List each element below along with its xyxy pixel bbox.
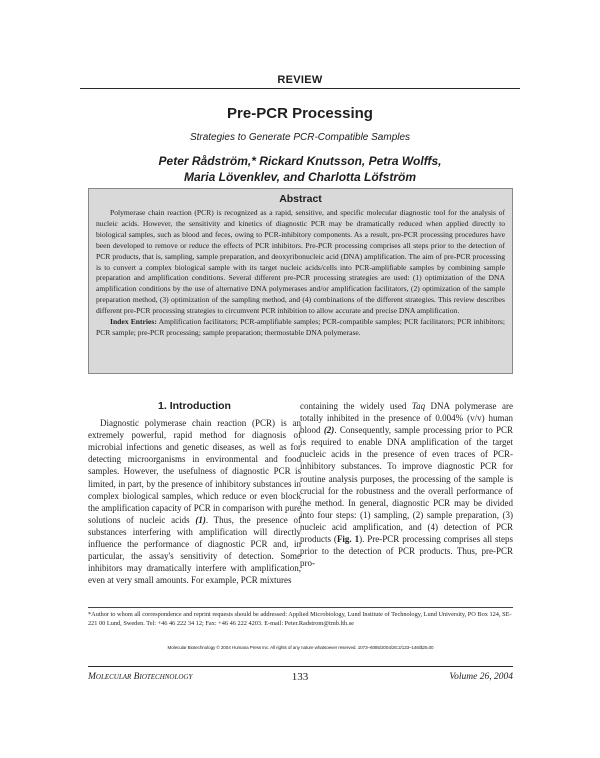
intro-paragraph-continued <box>300 400 513 569</box>
journal-name <box>88 672 192 682</box>
correspondence-footnote: *Author to whom all correspondence and reprint requests should be addressed: Applied Microbiology, Lund Institute of Technology, Lund University, PO Box 124, SE-221 00 Lund, Sweden. Tel: +46 46 222 34 12; Fax: +46 46 222 4203. E-mail: Peter.Radstrom@tmb.lth.se <box>88 611 512 627</box>
introduction-heading: 1. Introduction <box>158 400 231 412</box>
intro-text-b-continued: containing the widely used <box>300 401 412 411</box>
article-subtitle: Strategies to Generate PCR-Compatible Samples <box>189 132 411 143</box>
taq-term: Taq <box>411 401 426 411</box>
intro-text-c: DNA polymerase are totally inhibited in the presence of 0.004% (v/v) human blood <box>300 401 513 436</box>
intro-column-left <box>88 400 301 586</box>
intro-paragraph <box>88 417 301 586</box>
intro-text-a: Diagnostic polymerase chain reaction (PCR) is an extremely powerful, rapid method for diagnosis of microbial infections and genetic diseases, as well as for detecting microorganisms in environmental and food samples. However, the usefulness of diagnostic PCR is limited, in part, by the presence of inhibitory substances in complex biological samples, which reduce or even block the amplification capacity of PCR in comparison with pure solutions of nucleic acids <box>88 418 301 525</box>
journal-name-text: Molecular Biotechnology <box>88 672 193 682</box>
abstract-box <box>88 188 513 374</box>
article-title: Pre-PCR Processing <box>227 105 373 122</box>
author-list <box>80 153 520 185</box>
reference-link-2[interactable]: (2) <box>323 425 335 436</box>
intro-text-d: . Consequently, sample processing prior to PCR is required to enable DNA amplification of the target nucleic acids in the presence of even traces of PCR-inhibitory substances. To improve diagnostic PCR for routine analysis purposes, the processing of the sample is crucial for the robustness and the overall performance of the method. In general, diagnostic PCR may be divided into four steps: (1) sampling, (2) sample preparation, (3) nucleic acid amplification, and (4) detection of PCR products ( <box>300 425 513 545</box>
index-entries-label: Index Entries: <box>110 317 157 327</box>
figure-link-1[interactable]: Fig. 1 <box>336 534 360 545</box>
abstract-heading: Abstract <box>279 193 322 205</box>
header-rule <box>80 88 520 89</box>
footer-rule <box>88 666 513 667</box>
authors-line-1: Peter Rådström,* Rickard Knutsson, Petra Wolffs, <box>158 154 442 168</box>
section-label: REVIEW <box>277 74 323 86</box>
reference-link-1[interactable]: (1) <box>195 514 206 525</box>
intro-text-e: ). Pre-PCR processing comprises all steps prior to the detection of PCR products. Thus, pre-PCR pro- <box>300 534 514 569</box>
abstract-body: Polymerase chain reaction (PCR) is recognized as a rapid, sensitive, and specific molecular diagnostic tool for the analysis of nucleic acids. However, the sensitivity and kinetics of diagnostic PCR may be dramatically reduced when applied directly to biological samples, such as blood and feces, owing to PCR-inhibitory components. As a result, pre-PCR processing procedures have been developed to remove or reduce the effects of PCR inhibitors. Pre-PCR processing comprises all steps prior to the detection of PCR products, that is, sampling, sample preparation, and deoxyribonucleic acid (DNA) amplification. The aim of pre-PCR processing is to convert a complex biological sample with its target nucleic acids/cells into PCR-amplifiable samples by combining sample preparation and amplification conditions. Several different pre-PCR processing strategies are used: (1) optimization of the DNA amplification conditions by the use of alternative DNA polymerases and/or amplification facilitators, (2) optimization of the sample preparation method, (3) optimization of the sampling method, and (4) combinations of the different strategies. This review describes different pre-PCR processing strategies to circumvent PCR inhibition to allow accurate and precise DNA amplification. <box>96 208 505 316</box>
footnote-rule <box>88 607 513 608</box>
index-entries <box>96 317 505 339</box>
intro-column-right <box>300 400 513 569</box>
intro-text-b: . Thus, the presence of substances interfering with amplification will directly influence the performance of diagnostic PCR and, in particular, the assay's sensitivity of detection. Some inhibitors may dramatically interfere with amplification, even at very small amounts. For example, PCR mixtures <box>88 514 302 586</box>
page-number: 133 <box>291 671 309 683</box>
copyright-line: Molecular Biotechnology © 2004 Humana Press Inc. All rights of any nature whatsoever reserved. 1073–6085/2004/26:2/133–146/$25.00 <box>167 645 434 650</box>
authors-line-2: Maria Lövenklev, and Charlotta Löfström <box>183 170 417 184</box>
volume-year: Volume 26, 2004 <box>449 672 513 682</box>
index-entries-text: Amplification facilitators; PCR-amplifiable samples; PCR-compatible samples; PCR facilitators; PCR inhibitors; PCR sample; pre-PCR processing; sample preparation; thermostable DNA polymerase. <box>96 317 505 337</box>
